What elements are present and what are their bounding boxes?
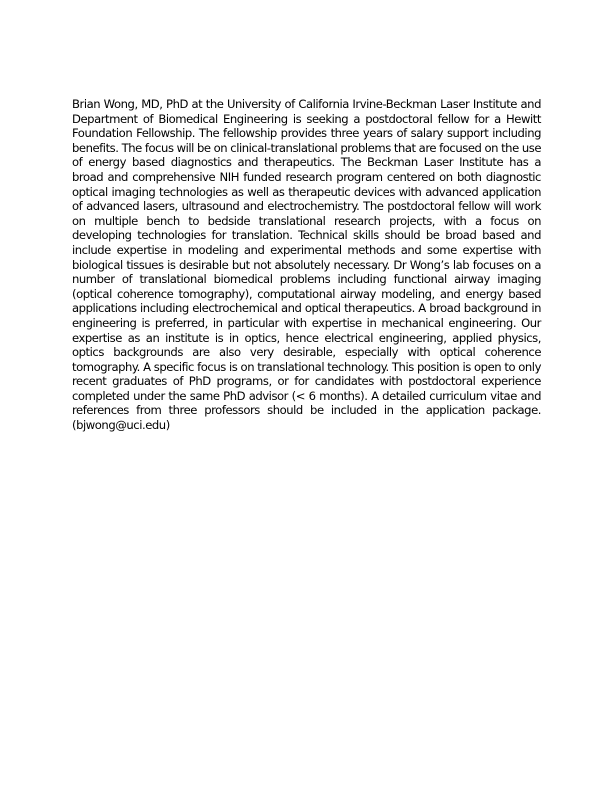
fellowship-announcement-paragraph: Brian Wong, MD, PhD at the University of California Irvine-Beckman Laser Institute and Department of Biomedical Engineering is seeking a postdoctoral fellow for a Hewitt Foundation Fellowship. The fellowship provides three years of salary support including benefits. The focus will be on clinical-translational problems that are focused on the use of energy based diagnostics and therapeutics. The Beckman Laser Institute has a broad and comprehensive NIH funded research program centered on both diagnostic optical imaging technologies as well as therapeutic devices with advanced application of advanced lasers, ultrasound and electrochemistry. The postdoctoral fellow will work on multiple bench to bedside translational research projects, with a focus on developing technologies for translation. Technical skills should be broad based and include expertise in modeling and experimental methods and some expertise with biological tissues is desirable but not absolutely necessary. Dr Wong’s lab focuses on a number of translational biomedical problems including functional airway imaging (optical coherence tomography), computational airway modeling, and energy based applications including electrochemical and optical therapeutics. A broad background in engineering is preferred, in particular with expertise in mechanical engineering. Our expertise as an institute is in optics, hence electrical engineering, applied physics, optics backgrounds are also very desirable, especially with optical coherence tomography. A specific focus is on translational technology. This position is open to only recent graduates of PhD programs, or for candidates with postdoctoral experience completed under the same PhD advisor (< 6 months). A detailed curriculum vitae and references from three professors should be included in the application package. (bjwong@uci.edu) bbox=[72, 97, 541, 433]
